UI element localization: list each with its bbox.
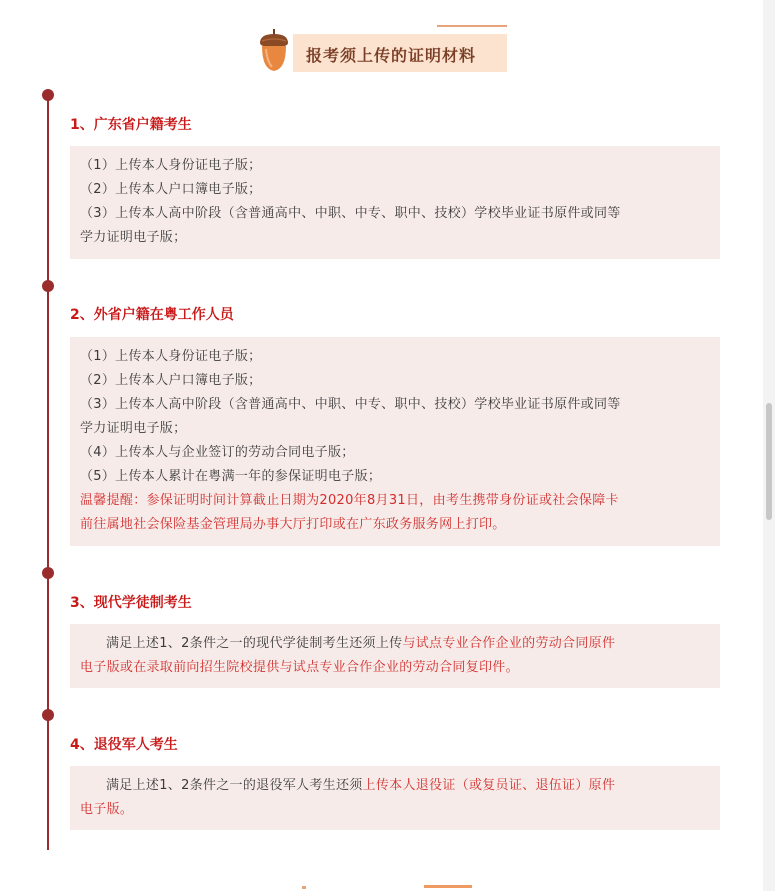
list-item: 学力证明电子版； [80,421,187,436]
paragraph-text: 满足上述1、2条件之一的现代学徒制考生还须上传 [106,636,403,651]
section-title-4: 4、退役军人考生 [70,737,178,753]
header-accent-line [437,25,507,27]
acorn-icon [256,27,292,73]
reminder-note: 前往属地社会保险基金管理局办事大厅打印或在广东政务服务网上打印。 [80,517,506,532]
list-item: （1）上传本人身份证电子版； [80,349,262,364]
section-box-2 [70,337,720,546]
section-box-1 [70,146,720,259]
next-section-accent [424,885,472,888]
scrollbar-thumb[interactable] [766,403,772,520]
list-item: （5）上传本人累计在粤满一年的参保证明电子版； [80,469,382,484]
page-title: 报考须上传的证明材料 [306,46,477,65]
list-item: 学力证明电子版； [80,230,187,245]
section-title-2: 2、外省户籍在粤工作人员 [70,307,234,323]
section-title-3: 3、现代学徒制考生 [70,595,192,611]
list-item: （1）上传本人身份证电子版； [80,158,262,173]
list-item: （3）上传本人高中阶段（含普通高中、中职、中专、职中、技校）学校毕业证书原件或同等 [80,397,621,412]
paragraph-text: 满足上述1、2条件之一的退役军人考生还须 [106,778,363,793]
section-box-4 [70,766,720,830]
highlighted-text: 电子版。 [80,802,134,817]
highlighted-text: 电子版或在录取前向招生院校提供与试点专业合作企业的劳动合同复印件。 [80,660,519,675]
list-item: （2）上传本人户口簿电子版； [80,373,262,388]
highlighted-text: 与试点专业合作企业的劳动合同原件 [402,636,616,651]
timeline-dot [42,567,54,579]
reminder-note: 温馨提醒：参保证明时间计算截止日期为2020年8月31日，由考生携带身份证或社会保障卡 [80,493,619,508]
decorative-mark [302,886,306,889]
section-box-3 [70,624,720,688]
timeline-dot [42,280,54,292]
timeline-dot [42,89,54,101]
timeline-line [47,95,49,850]
paragraph-line [80,632,710,656]
section-title-1: 1、广东省户籍考生 [70,117,192,133]
paragraph-line [80,774,710,798]
timeline-dot [42,709,54,721]
list-item: （4）上传本人与企业签订的劳动合同电子版； [80,445,355,460]
list-item: （2）上传本人户口簿电子版； [80,182,262,197]
highlighted-text: 上传本人退役证（或复员证、退伍证）原件 [362,778,616,793]
list-item: （3）上传本人高中阶段（含普通高中、中职、中专、职中、技校）学校毕业证书原件或同等 [80,206,621,221]
